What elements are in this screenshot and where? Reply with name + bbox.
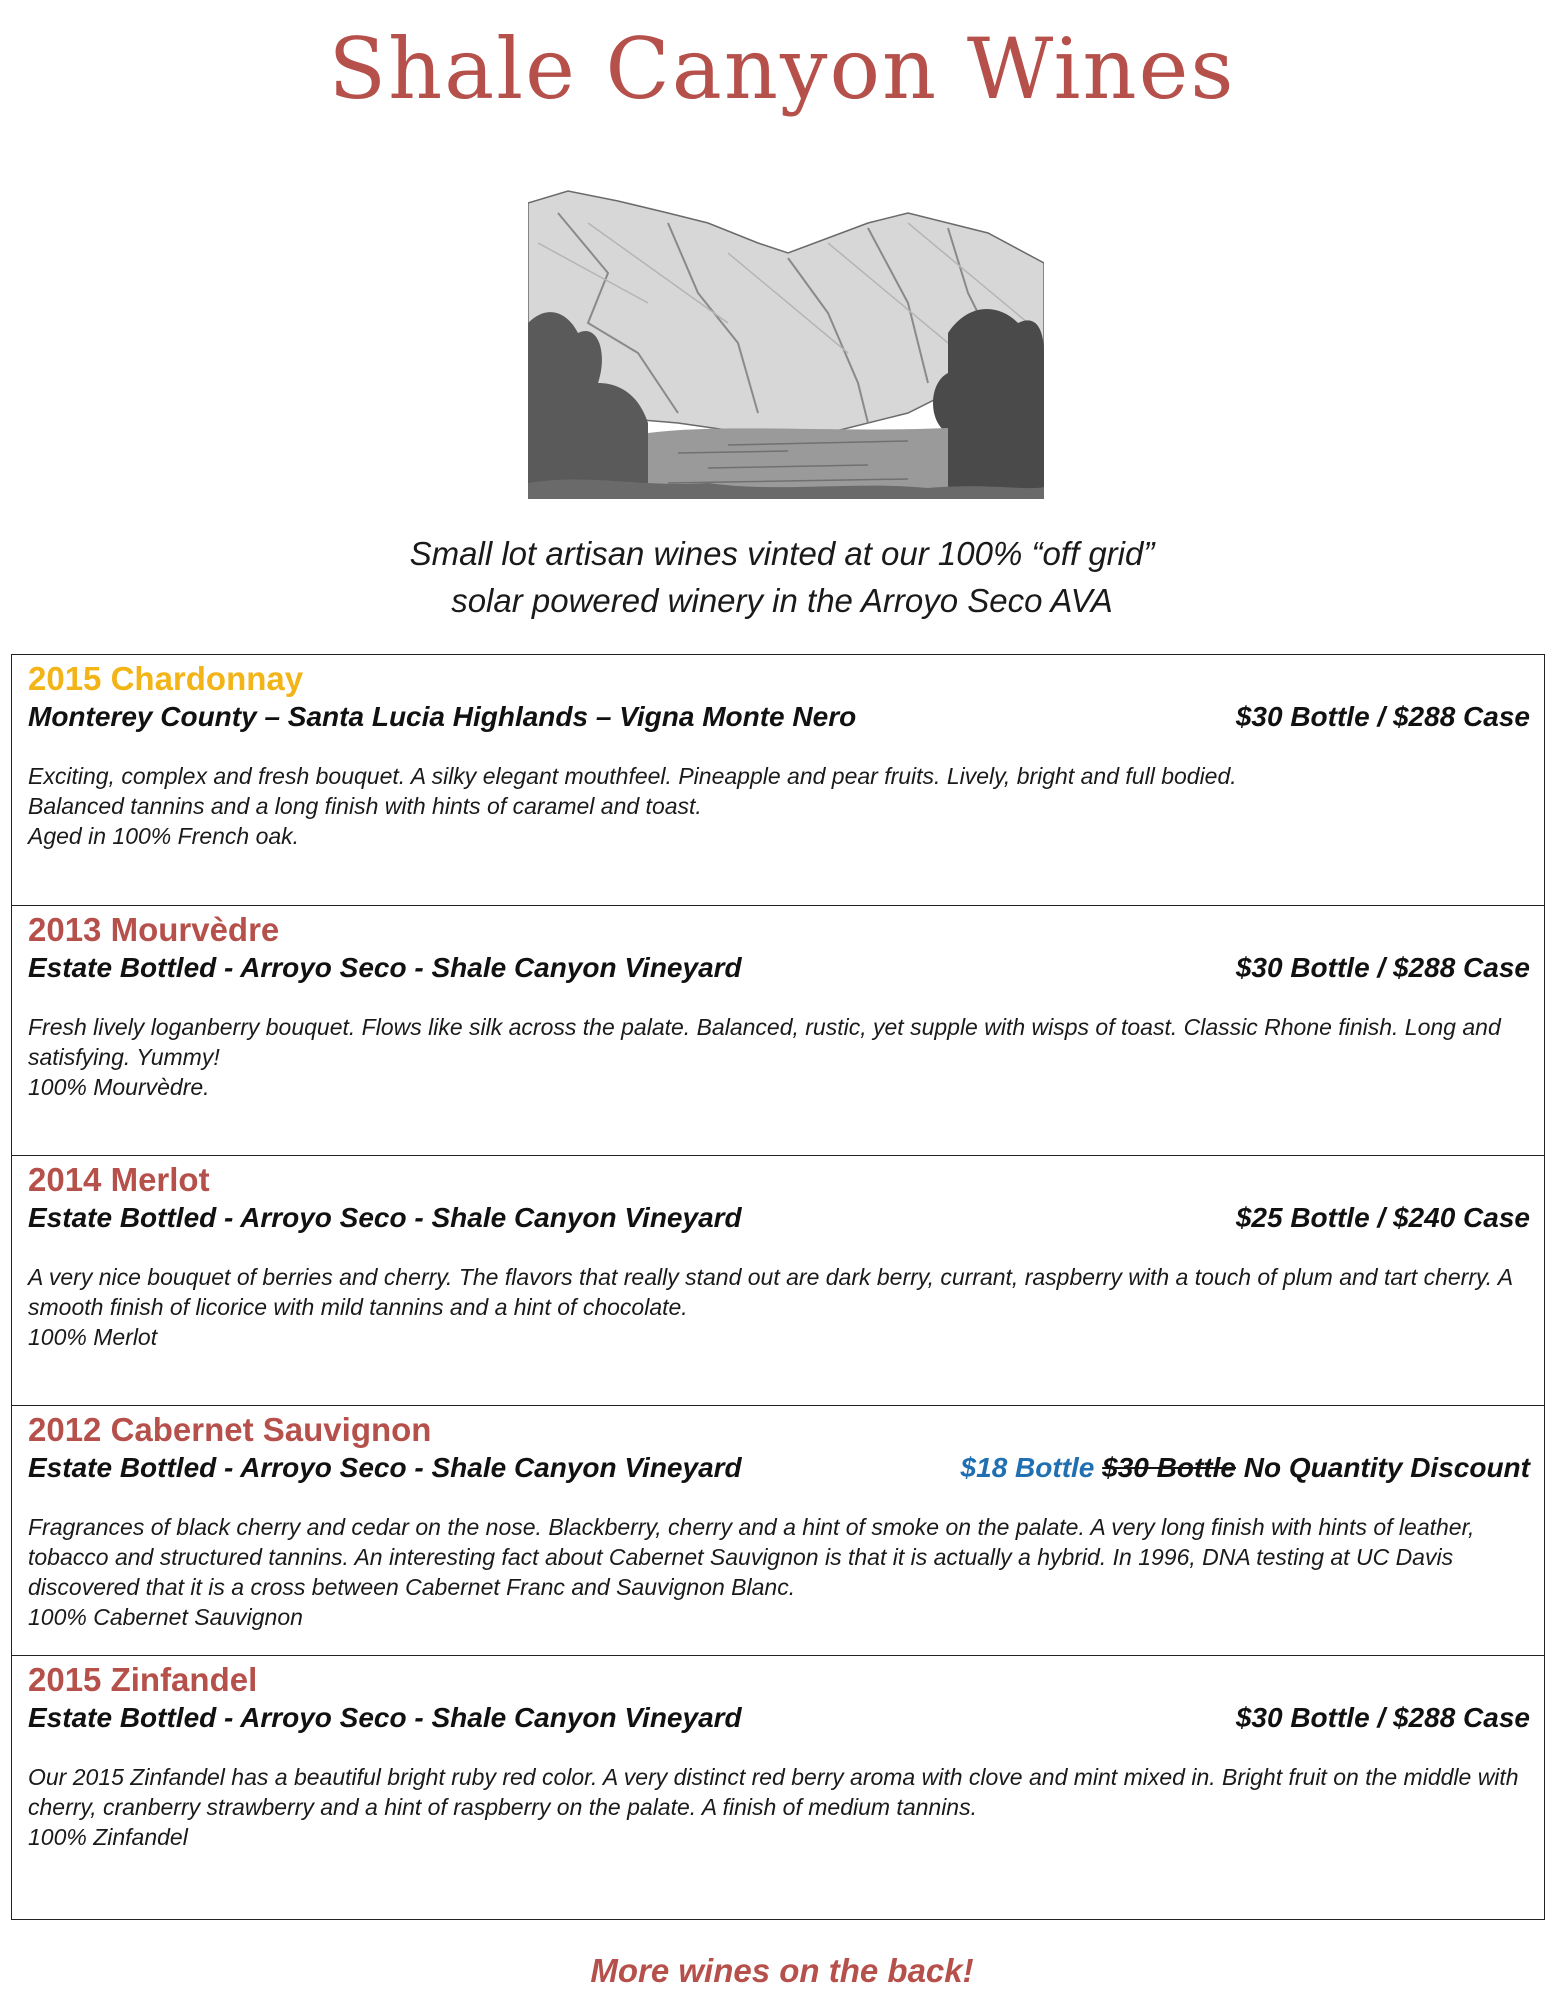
wine-price: $30 Bottle / $288 Case bbox=[1235, 701, 1530, 732]
page-title: Shale Canyon Wines bbox=[328, 20, 1236, 118]
tasting-note-line: 100% Cabernet Sauvignon bbox=[28, 1604, 303, 1630]
wine-name: 2014 Merlot bbox=[28, 1161, 210, 1198]
tagline-line-1: Small lot artisan wines vinted at our 100% “off grid” bbox=[409, 535, 1155, 572]
tasting-note-line: Balanced tannins and a long finish with hints of caramel and toast. bbox=[28, 793, 702, 819]
wine-list bbox=[11, 654, 1545, 1920]
tasting-note-line: Fresh lively loganberry bouquet. Flows like silk across the palate. Balanced, rustic, yet supple with wisps of toast. Classic Rhone finish. Long and satisfying. Yummy! bbox=[28, 1014, 1501, 1070]
tasting-note-line: 100% Zinfandel bbox=[28, 1824, 188, 1850]
wine-origin: Estate Bottled - Arroyo Seco - Shale Canyon Vineyard bbox=[28, 1452, 742, 1483]
wine-origin: Estate Bottled - Arroyo Seco - Shale Canyon Vineyard bbox=[28, 952, 742, 983]
canyon-illustration bbox=[528, 183, 1044, 499]
discount-note: No Quantity Discount bbox=[1243, 1452, 1530, 1483]
wine-name: 2015 Zinfandel bbox=[28, 1661, 258, 1698]
sale-price: $18 Bottle bbox=[960, 1452, 1095, 1483]
wine-price: $30 Bottle / $288 Case bbox=[1235, 952, 1530, 983]
wine-origin-row bbox=[28, 1450, 1530, 1486]
footer-note: More wines on the back! bbox=[590, 1952, 974, 1989]
wine-name: 2015 Chardonnay bbox=[28, 660, 304, 697]
tasting-note-line: Exciting, complex and fresh bouquet. A silky elegant mouthfeel. Pineapple and pear fruits. Lively, bright and full bodied. bbox=[28, 763, 1237, 789]
tasting-note-line: A very nice bouquet of berries and cherry. The flavors that really stand out are dark berry, currant, raspberry with a touch of plum and tart cherry. A smooth finish of licorice with mild tannins and a hint of chocolate. bbox=[28, 1264, 1513, 1320]
old-price: $30 Bottle bbox=[1102, 1452, 1236, 1483]
wine-entry-chardonnay bbox=[12, 655, 1544, 905]
wine-price bbox=[961, 1450, 1530, 1486]
tagline bbox=[0, 530, 1564, 624]
tasting-note-line: 100% Merlot bbox=[28, 1324, 158, 1350]
wine-entry-zinfandel bbox=[12, 1655, 1544, 1919]
wine-name: 2013 Mourvèdre bbox=[28, 911, 280, 948]
wine-origin: Monterey County – Santa Lucia Highlands – Vigna Monte Nero bbox=[28, 701, 857, 732]
wine-entry-cabernet bbox=[12, 1405, 1544, 1655]
wine-price: $30 Bottle / $288 Case bbox=[1235, 1702, 1530, 1733]
wine-origin-row bbox=[28, 699, 1530, 735]
tasting-notes bbox=[28, 1512, 1530, 1632]
wine-name: 2012 Cabernet Sauvignon bbox=[28, 1411, 432, 1448]
tasting-notes bbox=[28, 1762, 1530, 1852]
tasting-notes bbox=[28, 761, 1530, 851]
wine-origin-row bbox=[28, 1200, 1530, 1236]
wine-origin: Estate Bottled - Arroyo Seco - Shale Canyon Vineyard bbox=[28, 1202, 742, 1233]
wine-entry-mourvedre bbox=[12, 905, 1544, 1155]
tasting-note-line: Our 2015 Zinfandel has a beautiful bright ruby red color. A very distinct red berry aroma with clove and mint mixed in. Bright fruit on the middle with cherry, cranberry strawberry and a hint of raspberry on the palate. A finish of medium tannins. bbox=[28, 1764, 1519, 1820]
wine-origin: Estate Bottled - Arroyo Seco - Shale Canyon Vineyard bbox=[28, 1702, 742, 1733]
tasting-note-line: 100% Mourvèdre. bbox=[28, 1074, 210, 1100]
wine-origin-row bbox=[28, 950, 1530, 986]
tasting-notes bbox=[28, 1012, 1530, 1102]
wine-entry-merlot bbox=[12, 1155, 1544, 1405]
wine-price: $25 Bottle / $240 Case bbox=[1235, 1202, 1530, 1233]
wine-origin-row bbox=[28, 1700, 1530, 1736]
tagline-line-2: solar powered winery in the Arroyo Seco AVA bbox=[451, 582, 1113, 619]
tasting-note-line: Fragrances of black cherry and cedar on the nose. Blackberry, cherry and a hint of smoke on the palate. A very long finish with hints of leather, tobacco and structured tannins. An interesting fact about Cabernet Sauvignon is that it is actually a hybrid. In 1996, DNA testing at UC Davis discovered that it is a cross between Cabernet Franc and Sauvignon Blanc. bbox=[28, 1514, 1475, 1600]
tasting-note-line: Aged in 100% French oak. bbox=[28, 823, 300, 849]
tasting-notes bbox=[28, 1262, 1530, 1352]
